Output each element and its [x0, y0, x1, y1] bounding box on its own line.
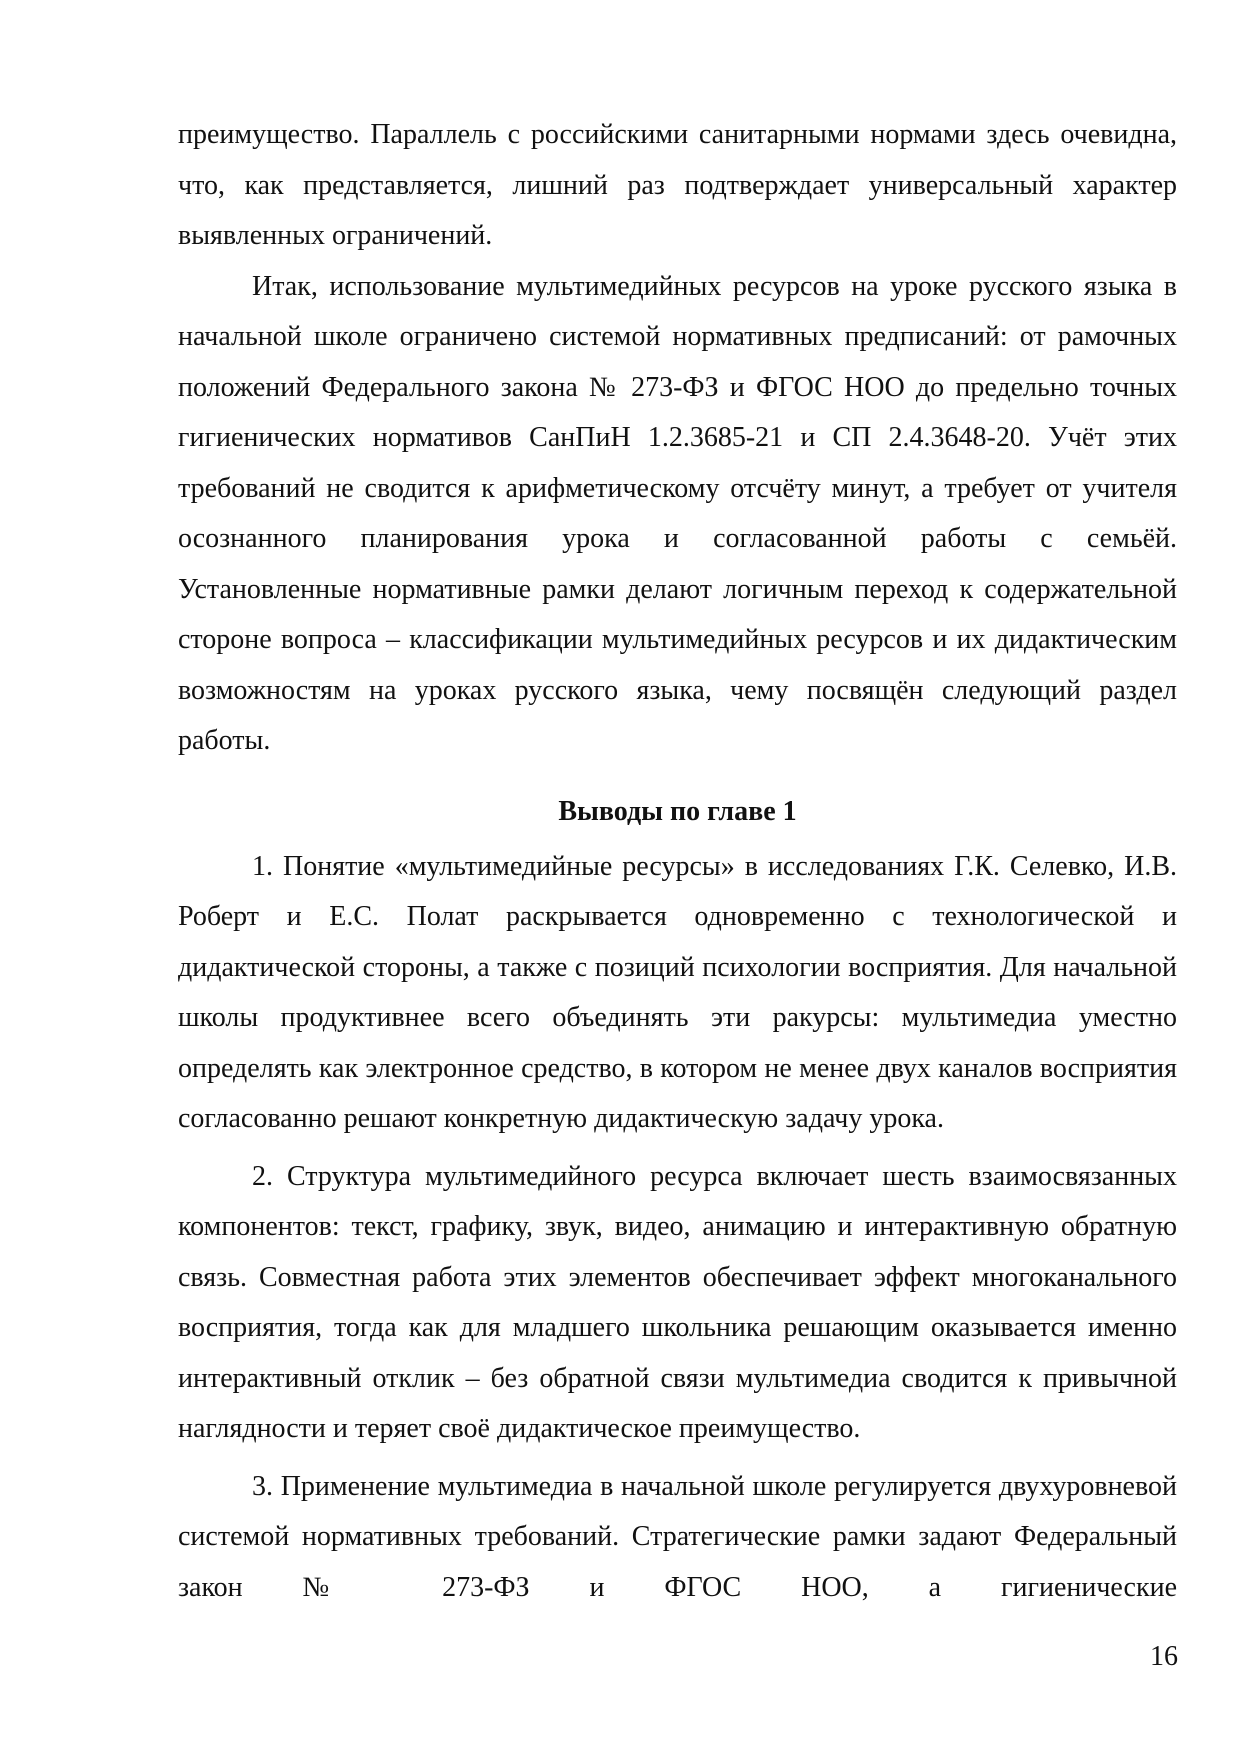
paragraph-summary: Итак, использование мультимедийных ресурсов на уроке русского языка в начальной школе ограничено системой нормативных предписаний: от рамочных положений Федерального закона № 273-ФЗ и ФГОС НОО до предельно точных гигиенических нормативов СанПиН 1.2.3685-21 и СП 2.4.3648-20. Учёт этих требований не сводится к арифметическому отсчёту минут, а требует от учителя осознанного планирования урока и согласованной работы с семьёй. Установленные нормативные рамки делают логичным переход к содержательной стороне вопроса – классификации мультимедийных ресурсов и их дидактическим возможностям на уроках русского языка, чему посвящён следующий раздел работы. — [178, 270, 1177, 756]
paragraph-continuation: преимущество. Параллель с российскими санитарными нормами здесь очевидна, что, как представляется, лишний раз подтверждает универсальный характер выявленных ограничений. — [178, 119, 1177, 251]
page-number: 16 — [1150, 1641, 1178, 1672]
conclusion-item-2: 2. Структура мультимедийного ресурса включает шесть взаимосвязанных компонентов: текст, графику, звук, видео, анимацию и интерактивную обратную связь. Совместная работа этих элементов обеспечивает эффект многоканального восприятия, тогда как для младшего школьника решающим оказывается именно интерактивный отклик – без обратной связи мультимедиа сводится к привычной наглядности и теряет своё дидактическое преимущество. — [178, 1160, 1177, 1444]
conclusion-item-3: 3. Применение мультимедиа в начальной школе регулируется двухуровневой системой нормативных требований. Стратегические рамки задают Федеральный закон № 273-ФЗ и ФГОС НОО, а гигиенические — [178, 1470, 1177, 1603]
chapter-conclusions-heading: Выводы по главе 1 — [558, 795, 797, 827]
conclusion-item-1: 1. Понятие «мультимедийные ресурсы» в исследованиях Г.К. Селевко, И.В. Роберт и Е.С. Полат раскрывается одновременно с технологической и дидактической стороны, а также с позиций психологии восприятия. Для начальной школы продуктивнее всего объединять эти ракурсы: мультимедиа уместно определять как электронное средство, в котором не менее двух каналов восприятия согласованно решают конкретную дидактическую задачу урока. — [178, 850, 1177, 1134]
text-column — [178, 110, 1177, 1613]
